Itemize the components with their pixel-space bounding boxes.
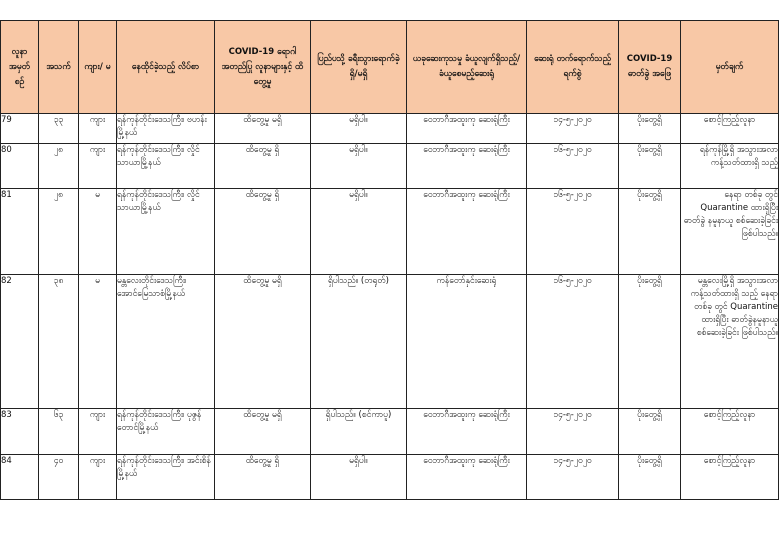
cell-result: ပိုးတွေ့ရှိ xyxy=(619,275,681,409)
cell-result: ပိုးတွေ့ရှိ xyxy=(619,144,681,189)
cell-travel: ရှိပါသည်။ (တရုတ်) xyxy=(311,275,407,409)
table-row xyxy=(1,275,779,409)
cell-travel: ရှိပါသည်။ (စင်ကာပူ) xyxy=(311,409,407,455)
cell-travel: မရှိပါ။ xyxy=(311,114,407,144)
cell-no: 80 xyxy=(1,144,39,189)
cell-result: ပိုးတွေ့ရှိ xyxy=(619,114,681,144)
cell-age: ၂၈ xyxy=(39,144,79,189)
cell-hospital: ကန်တော်နှင်းဆေးရုံ xyxy=(407,275,527,409)
table-row xyxy=(1,144,779,189)
cell-address: မန္တလေးတိုင်းဒေသကြီး၊ အောင်မြေသာစံမြို့နယ် xyxy=(117,275,215,409)
cell-remark: မန္တလေးမြို့ရှိ အသွားအလာ ကန့်သတ်ထားရှိ သည့် နေရာ တစ်ခု တွင် Quarantine ထားရှိပြီး ဓာတ်ခွဲနမူနာယူ စစ်ဆေးခဲ့ခြင်း ဖြစ်ပါသည်။ xyxy=(681,275,779,409)
header-remark: မှတ်ချက် xyxy=(681,21,779,114)
cell-date: ၁၄-၅-၂၀၂၀ xyxy=(527,409,619,455)
cell-age: ၆၃ xyxy=(39,409,79,455)
cell-remark: စောင့်ကြည့်လူနာ xyxy=(681,409,779,455)
header-sex: ကျား/ မ xyxy=(79,21,117,114)
cell-sex: မ xyxy=(79,275,117,409)
header-address: နေထိုင်ခဲ့သည့် လိပ်စာ xyxy=(117,21,215,114)
cell-date: ၁၄-၅-၂၀၂၀ xyxy=(527,455,619,500)
cell-contact: ထိတွေ့မှု ရှိ xyxy=(215,455,311,500)
table-row xyxy=(1,114,779,144)
cell-age: ၃၈ xyxy=(39,275,79,409)
cell-remark: စောင့်ကြည့်လူနာ xyxy=(681,114,779,144)
cell-contact: ထိတွေ့မှု ရှိ xyxy=(215,189,311,275)
cell-contact: ထိတွေ့မှု ရှိ xyxy=(215,144,311,189)
cell-age: ၂၈ xyxy=(39,189,79,275)
cell-hospital: ဝေဘာဂီအထူးကု ဆေးရုံကြီး xyxy=(407,114,527,144)
table-row xyxy=(1,409,779,455)
cell-hospital: ဝေဘာဂီအထူးကု ဆေးရုံကြီး xyxy=(407,189,527,275)
cell-address: ရန်ကုန်တိုင်းဒေသကြီး၊ အင်းစိန်မြို့နယ် xyxy=(117,455,215,500)
cell-remark: စောင့်ကြည့်လူနာ xyxy=(681,455,779,500)
header-age: အသက် xyxy=(39,21,79,114)
cell-age: ၄၀ xyxy=(39,455,79,500)
cell-travel: မရှိပါ။ xyxy=(311,144,407,189)
header-contact: COVID-19 ရောဂါအတည်ပြု လူနာများနှင့် ထိတွေ့မှု xyxy=(215,21,311,114)
cell-date: ၁၆-၅-၂၀၂၀ xyxy=(527,275,619,409)
cell-hospital: ဝေဘာဂီအထူးကု ဆေးရုံကြီး xyxy=(407,409,527,455)
cell-sex: ကျား xyxy=(79,409,117,455)
cell-date: ၁၆-၅-၂၀၂၀ xyxy=(527,189,619,275)
table-header-row xyxy=(1,21,779,114)
cell-date: ၁၆-၅-၂၀၂၀ xyxy=(527,144,619,189)
cell-no: 79 xyxy=(1,114,39,144)
cell-no: 84 xyxy=(1,455,39,500)
cell-address: ရန်ကုန်တိုင်းဒေသကြီး၊ လှိုင်သာယာမြို့နယ် xyxy=(117,189,215,275)
cell-result: ပိုးတွေ့ရှိ xyxy=(619,409,681,455)
cell-travel: မရှိပါ။ xyxy=(311,455,407,500)
cell-date: ၁၄-၅-၂၀၂၀ xyxy=(527,114,619,144)
cell-sex: ကျား xyxy=(79,114,117,144)
cell-address: ရန်ကုန်တိုင်းဒေသကြီး၊ လှိုင်သာယာမြို့နယ် xyxy=(117,144,215,189)
header-result: COVID-19 ဓာတ်ခွဲ အဖြေ xyxy=(619,21,681,114)
cell-result: ပိုးတွေ့ရှိ xyxy=(619,189,681,275)
header-hospital: ယခုဆေးကုသမှု ခံယူလျက်ရှိသည့်/ ခံယူစေမည့်ဆေးရုံ xyxy=(407,21,527,114)
header-travel: ပြည်ပသို့ ခရီးသွားရောက်ခဲ့ ရှိ/မရှိ xyxy=(311,21,407,114)
cell-sex: မ xyxy=(79,189,117,275)
cell-hospital: ဝေဘာဂီအထူးကု ဆေးရုံကြီး xyxy=(407,144,527,189)
header-no: လူနာ အမှတ် စဉ် xyxy=(1,21,39,114)
cell-result: ပိုးတွေ့ရှိ xyxy=(619,455,681,500)
cell-sex: ကျား xyxy=(79,455,117,500)
cell-age: ၃၃ xyxy=(39,114,79,144)
cell-travel: မရှိပါ။ xyxy=(311,189,407,275)
cell-hospital: ဝေဘာဂီအထူးကု ဆေးရုံကြီး xyxy=(407,455,527,500)
cell-contact: ထိတွေ့မှု မရှိ xyxy=(215,275,311,409)
table-row xyxy=(1,455,779,500)
cell-address: ရန်ကုန်တိုင်းဒေသကြီး၊ ပုဇွန်တောင်မြို့နယ် xyxy=(117,409,215,455)
cell-no: 82 xyxy=(1,275,39,409)
patient-table xyxy=(0,20,779,500)
cell-contact: ထိတွေ့မှု မရှိ xyxy=(215,114,311,144)
table-row xyxy=(1,189,779,275)
cell-sex: ကျား xyxy=(79,144,117,189)
cell-remark: နေရာ တစ်ခု တွင် Quarantine ထားရှိပြီး ဓာတ်ခွဲ နမူနာယူ စစ်ဆေးခဲ့ခြင်း ဖြစ်ပါသည်။ xyxy=(681,189,779,275)
cell-remark: ရန်ကုန်မြို့ရှိ အသွားအလာ ကန့်သတ်ထားရှိ သည့် xyxy=(681,144,779,189)
cell-no: 83 xyxy=(1,409,39,455)
header-date: ဆေးရုံ တက်ရောက်သည့် ရက်စွဲ xyxy=(527,21,619,114)
cell-address: ရန်ကုန်တိုင်းဒေသကြီး၊ ဗဟန်းမြို့နယ် xyxy=(117,114,215,144)
cell-contact: ထိတွေ့မှု မရှိ xyxy=(215,409,311,455)
cell-no: 81 xyxy=(1,189,39,275)
